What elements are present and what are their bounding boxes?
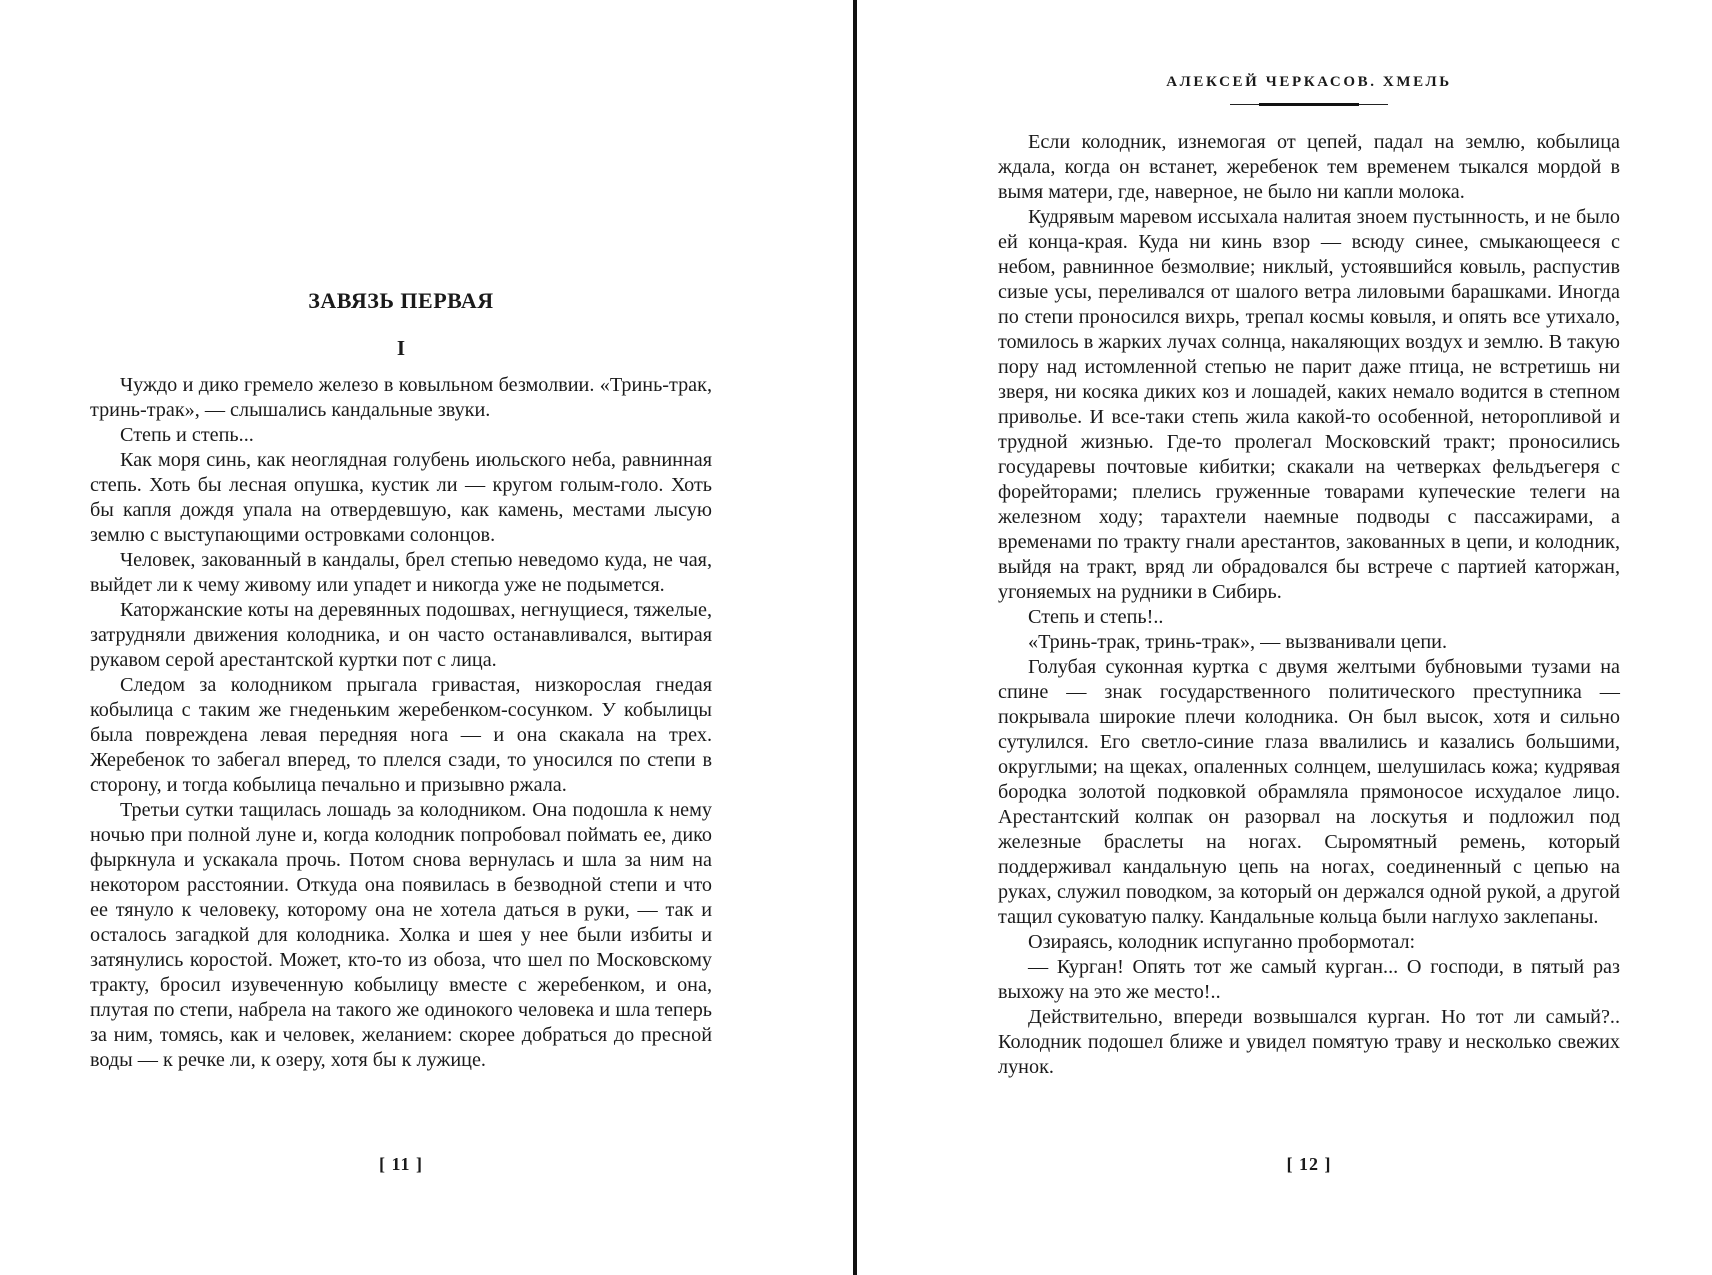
paragraph: Если колодник, изнемогая от цепей, падал на землю, кобылица ждала, когда он встанет, жеребенок тем временем тыкался мордой в вымя матери, где, наверное, не было ни капли молока. — [998, 131, 1620, 203]
paragraph: Как моря синь, как неоглядная голубень июльского неба, равнинная степь. Хоть бы лесная опушка, кустик ли — кругом голым-голо. Хоть бы капля дождя упала на отвердевшую, как камень, местами лысую землю с выступающими островками солонцов. — [90, 449, 712, 546]
left-page — [0, 0, 853, 1275]
page-number: [ 11 ] — [379, 1154, 423, 1174]
chapter-title: ЗАВЯЗЬ ПЕРВАЯ — [308, 288, 494, 313]
paragraph: «Тринь-трак, тринь-трак», — вызванивали цепи. — [1028, 631, 1448, 653]
paragraph: — Курган! Опять тот же самый курган... О господи, в пятый раз выхожу на это же место!.. — [998, 956, 1620, 1003]
running-head-rule-accent — [1259, 103, 1359, 106]
left-page-text — [90, 373, 712, 1073]
paragraph: Следом за колодником прыгала гривастая, низкорослая гнедая кобылица с таким же гнеденьким жеребенком-сосунком. У кобылицы была повреждена левая передняя нога — и она скакала на трех. Жеребенок то забегал вперед, то плелся сзади, то уносился по степи в сторону, и тогда кобылица печально и призывно ржала. — [90, 674, 712, 796]
paragraph: Чуждо и дико гремело железо в ковыльном безмолвии. «Тринь-трак, тринь-трак», — слышались кандальные звуки. — [90, 374, 712, 421]
paragraph: Кудрявым маревом иссыхала налитая зноем пустынность, и не было ей конца-края. Куда ни кинь взор — всюду синее, смыкающееся с небом, равнинное безмолвие; никлый, устоявшийся ковыль, распустив сизые усы, переливался от шалого ветра лиловыми барашками. Иногда по степи проносился вихрь, трепал космы ковыля, и опять все утихало, томилось в жарких лучах солнца, накаляющих воздух и землю. В такую пору над истомленной степью не парит даже птица, не встретишь ни зверя, ни косяка диких коз и лошадей, каких немало водится в степном приволье. И все-таки степь жила какой-то особенной, неторопливой и трудной жизнью. Где-то пролегал Московский тракт; проносились государевы почтовые кибитки; скакали на четверках фельдъегеря с форейторами; плелись груженные товарами купеческие телеги на железном ходу; тарахтели наемные подводы с пассажирами, а временами по тракту гнали арестантов, закованных в цепи, и колодник, выйдя на тракт, вряд ли обрадовался бы встрече с партией каторжан, угоняемых на рудники в Сибирь. — [998, 206, 1620, 603]
chapter-number: I — [396, 336, 406, 360]
paragraph: Человек, закованный в кандалы, брел степью неведомо куда, не чая, выйдет ли к чему живому или упадет и никогда уже не подымется. — [90, 549, 712, 596]
right-page — [857, 0, 1712, 1275]
paragraph: Озираясь, колодник испуганно пробормотал: — [1028, 931, 1416, 953]
page-number: [ 12 ] — [1286, 1154, 1332, 1174]
paragraph: Степь и степь!.. — [1028, 606, 1164, 628]
paragraph: Степь и степь... — [120, 424, 254, 446]
paragraph: Третьи сутки тащилась лошадь за колодником. Она подошла к нему ночью при полной луне и, когда колодник попробовал поймать ее, дико фыркнула и ускакала прочь. Потом снова вернулась и шла за ним на некотором расстоянии. Откуда она появилась в безводной степи и что ее тянуло к человеку, которому она не хотела даться в руки, — так и осталось загадкой для колодника. Холка и шея у нее были избиты и затянулись коростой. Может, кто-то из обоза, что шел по Московскому тракту, бросил изувеченную кобылицу вместе с жеребенком, и она, плутая по степи, набрела на такого же одинокого человека и шла теперь за ним, томясь, как и человек, желанием: скорее добраться до пресной воды — к речке ли, к озеру, хотя бы к лужице. — [90, 799, 712, 1071]
paragraph: Каторжанские коты на деревянных подошвах, негнущиеся, тяжелые, затрудняли движения колодника, и он часто останавливался, вытирая рукавом серой арестантской куртки пот с лица. — [90, 599, 712, 671]
paragraph: Действительно, впереди возвышался курган. Но тот ли самый?.. Колодник подошел ближе и увидел помятую траву и несколько свежих лунок. — [998, 1006, 1620, 1078]
paragraph: Голубая суконная куртка с двумя желтыми бубновыми тузами на спине — знак государственного политического преступника — покрывала широкие плечи колодника. Он был высок, хотя и сильно сутулился. Его светло-синие глаза ввалились и казались большими, округлыми; на щеках, опаленных солнцем, шелушилась кожа; кудрявая бородка золотой подковкой обрамляла прямоносое исхудалое лицо. Арестантский колпак он разорвал на лоскутья и подложил под железные браслеты на ногах. Сыромятный ремень, который поддерживал кандальную цепь на ногах, соединенный с цепью на руках, служил поводком, за который он держался одной рукой, а другой тащил суковатую палку. Кандальные кольца были наглухо заклепаны. — [998, 656, 1620, 928]
right-page-text — [998, 130, 1620, 1080]
running-head: АЛЕКСЕЙ ЧЕРКАСОВ. ХМЕЛЬ — [1166, 74, 1452, 90]
